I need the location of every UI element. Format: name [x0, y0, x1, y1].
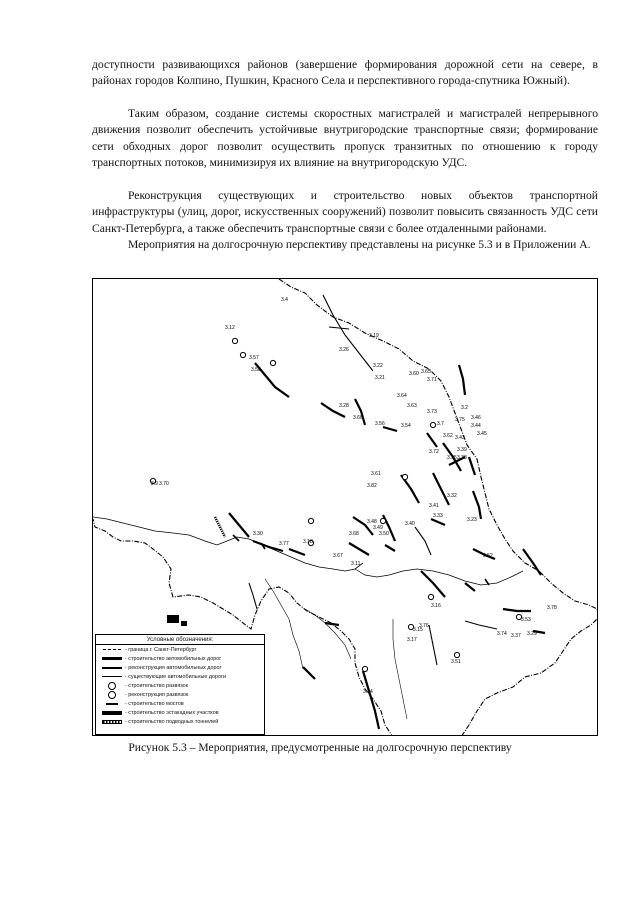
paragraph-2: Таким образом, создание системы скоростных магистралей и магистралей непрерывного движения позволит обеспечить устойчивые внутригородские транспортные связи; формирование сети обходных дорог позволит осуществить пропуск транзитных по отношению к городу транспортных потоков, минимизируя их влияние на внутригородскую УДС.	[92, 107, 598, 169]
road-segment	[349, 543, 369, 555]
interchange-icon	[428, 594, 433, 599]
map-label: 3.62	[443, 433, 453, 439]
map-label: 3.18	[303, 539, 313, 545]
road-segment	[363, 671, 379, 729]
road-segment	[429, 625, 437, 665]
legend-bridge-icon	[99, 700, 125, 708]
map-label: 3.78	[547, 605, 557, 611]
map-label: 3.51	[451, 659, 461, 665]
map-label: 3.30	[253, 531, 263, 537]
legend-item	[96, 699, 264, 708]
map-label: 3.61	[371, 471, 381, 477]
map-label: 3.35	[447, 455, 457, 461]
map-label: 3.44	[471, 423, 481, 429]
map-label: 3.50	[379, 531, 389, 537]
road-segment	[355, 399, 365, 425]
map-marker	[167, 615, 179, 623]
map-label: 3.39	[457, 447, 467, 453]
map-label: 3.60	[409, 371, 419, 377]
map-label: 3.33	[433, 513, 443, 519]
road-segment	[427, 433, 437, 447]
road-segment	[433, 473, 449, 505]
map-label: 3.46	[471, 415, 481, 421]
map-legend	[95, 634, 265, 735]
map-label: 3.66	[353, 415, 363, 421]
map-label: 3.41	[429, 503, 439, 509]
map-label: 3.32	[447, 493, 457, 499]
legend-label: - реконструкция развязок	[125, 691, 189, 698]
map-label: 3.74	[497, 631, 507, 637]
map-label: 3.48	[367, 519, 377, 525]
interchange-icon	[380, 518, 385, 523]
map-label: 3.73	[427, 409, 437, 415]
legend-item	[96, 717, 264, 726]
legend-label: - граница г. Санкт-Петербург	[125, 646, 197, 653]
legend-label: - строительство эстакадных участков	[125, 709, 219, 716]
road-segment	[415, 527, 431, 555]
road-segment	[329, 327, 349, 329]
road-segment	[229, 513, 249, 537]
map-label: 3.70	[159, 481, 169, 487]
map-label: 3.17	[407, 637, 417, 643]
map-label: 3.38	[457, 455, 467, 461]
legend-item	[96, 663, 264, 672]
road-segment	[465, 621, 497, 629]
tunnel-group	[215, 517, 225, 537]
map-label: 3.65	[421, 369, 431, 375]
map-label: 3.71	[427, 377, 437, 383]
map-label: 3.21	[375, 375, 385, 381]
map-label: 3.40	[405, 521, 415, 527]
interchange-icon	[232, 338, 237, 343]
interchange-icon	[402, 474, 407, 479]
road-segment	[469, 457, 475, 475]
legend-label: - реконструкция автомобильных дорог	[125, 664, 222, 671]
map-label: 3.53	[521, 617, 531, 623]
map-label: 3.82	[367, 483, 377, 489]
map-label: 3.15	[413, 627, 423, 633]
map-label: 3.16	[431, 603, 441, 609]
map-label: 3.11	[351, 561, 361, 567]
legend-interchange-reconstruction-icon	[99, 691, 125, 699]
coastline	[93, 517, 363, 571]
legend-title: Условные обозначения:	[96, 635, 264, 645]
map-label: 3.23	[467, 517, 477, 523]
map-label: 3.45	[477, 431, 487, 437]
legend-road-existing-icon	[99, 673, 125, 681]
road-reconstruction-group	[249, 295, 497, 665]
figure-caption: Рисунок 5.3 – Мероприятия, предусмотренные на долгосрочную перспективу	[128, 741, 512, 754]
map-label: 3.76	[419, 623, 429, 629]
legend-item	[96, 690, 264, 699]
map-label: 3.19	[369, 333, 379, 339]
road-segment	[473, 491, 481, 519]
road-segment	[421, 571, 445, 597]
road-segment	[385, 545, 395, 551]
map-label: 3.52	[483, 553, 493, 559]
map-figure	[92, 278, 598, 736]
legend-interchange-construction-icon	[99, 682, 125, 690]
legend-road-construction-icon	[99, 655, 125, 663]
bridge-group	[233, 535, 489, 585]
map-label: 3.77	[279, 541, 289, 547]
map-label: 3.14	[363, 689, 373, 695]
map-label: 3.57	[249, 355, 259, 361]
map-label: 3.75	[455, 417, 465, 423]
paragraph-1: доступности развивающихся районов (завершение формирования дорожной сети на севере, в районах городов Колпино, Пушкин, Красного Села и перспективного города-спутника Южный).	[92, 58, 598, 88]
road-construction-group	[229, 363, 545, 729]
map-marker	[181, 621, 187, 626]
legend-label: - существующие автомобильные дороги	[125, 673, 227, 680]
road-segment	[431, 519, 445, 525]
legend-overpass-icon	[99, 709, 125, 717]
inner-river	[393, 619, 407, 719]
paragraph-3: Реконструкция существующих и строительство новых объектов транспортной инфраструктуры (улиц, дорог, искусственных сооружений) позволит повысить связанность УДС сети Санкт-Петербурга, а также обеспечить транспортные связи с более отдаленными районами.	[92, 189, 598, 235]
map-label: 3.4	[281, 297, 288, 303]
road-segment	[503, 609, 531, 611]
map-label: 3.72	[429, 449, 439, 455]
paragraph-4: Мероприятия на долгосрочную перспективу представлены на рисунке 5.3 и в Приложении А.	[128, 238, 591, 251]
road-segment	[383, 427, 397, 431]
legend-item	[96, 645, 264, 654]
interchange-icon	[362, 666, 367, 671]
road-segment	[523, 549, 541, 575]
river-neva	[355, 569, 523, 585]
map-label: 3.37	[511, 633, 521, 639]
map-label: 3.58	[251, 367, 261, 373]
road-segment	[303, 667, 315, 679]
interchange-icon	[240, 352, 245, 357]
interchange-icon	[454, 652, 459, 657]
legend-item	[96, 654, 264, 663]
map-label: 3.12	[225, 325, 235, 331]
map-label: 3.43	[455, 435, 465, 441]
road-segment	[459, 365, 465, 395]
map-label: 3.67	[333, 553, 343, 559]
legend-label: - строительство мостов	[125, 700, 184, 707]
map-label: 3.26	[339, 347, 349, 353]
map-label: 3.7	[437, 421, 444, 427]
tunnel-icon	[215, 517, 225, 537]
map-label: 3.54	[401, 423, 411, 429]
legend-item	[96, 708, 264, 717]
map-label: 3.28	[339, 403, 349, 409]
interchange-icon	[308, 518, 313, 523]
legend-label: - строительство развязок	[125, 682, 189, 689]
legend-label: - строительство автомобильных дорог	[125, 655, 222, 662]
legend-item	[96, 672, 264, 681]
road-segment	[465, 583, 475, 591]
road-segment	[249, 583, 257, 609]
river-branch	[265, 579, 303, 669]
map-label: 3.64	[397, 393, 407, 399]
map-label: 3.29	[527, 631, 537, 637]
road-segment	[289, 549, 305, 555]
map-label: 3.56	[375, 421, 385, 427]
map-label: 3.22	[373, 363, 383, 369]
legend-boundary-icon	[99, 646, 125, 654]
interchange-icon	[430, 422, 435, 427]
map-label: 3.63	[407, 403, 417, 409]
map-label: 3.9	[151, 481, 158, 487]
map-label: 3.2	[461, 405, 468, 411]
interchange-icon	[270, 360, 275, 365]
map-label: 3.68	[349, 531, 359, 537]
map-label: 3.49	[373, 525, 383, 531]
legend-tunnel-icon	[99, 718, 125, 726]
legend-item	[96, 681, 264, 690]
legend-road-reconstruction-icon	[99, 664, 125, 672]
legend-label: - строительство подводных тоннелей	[125, 718, 219, 725]
